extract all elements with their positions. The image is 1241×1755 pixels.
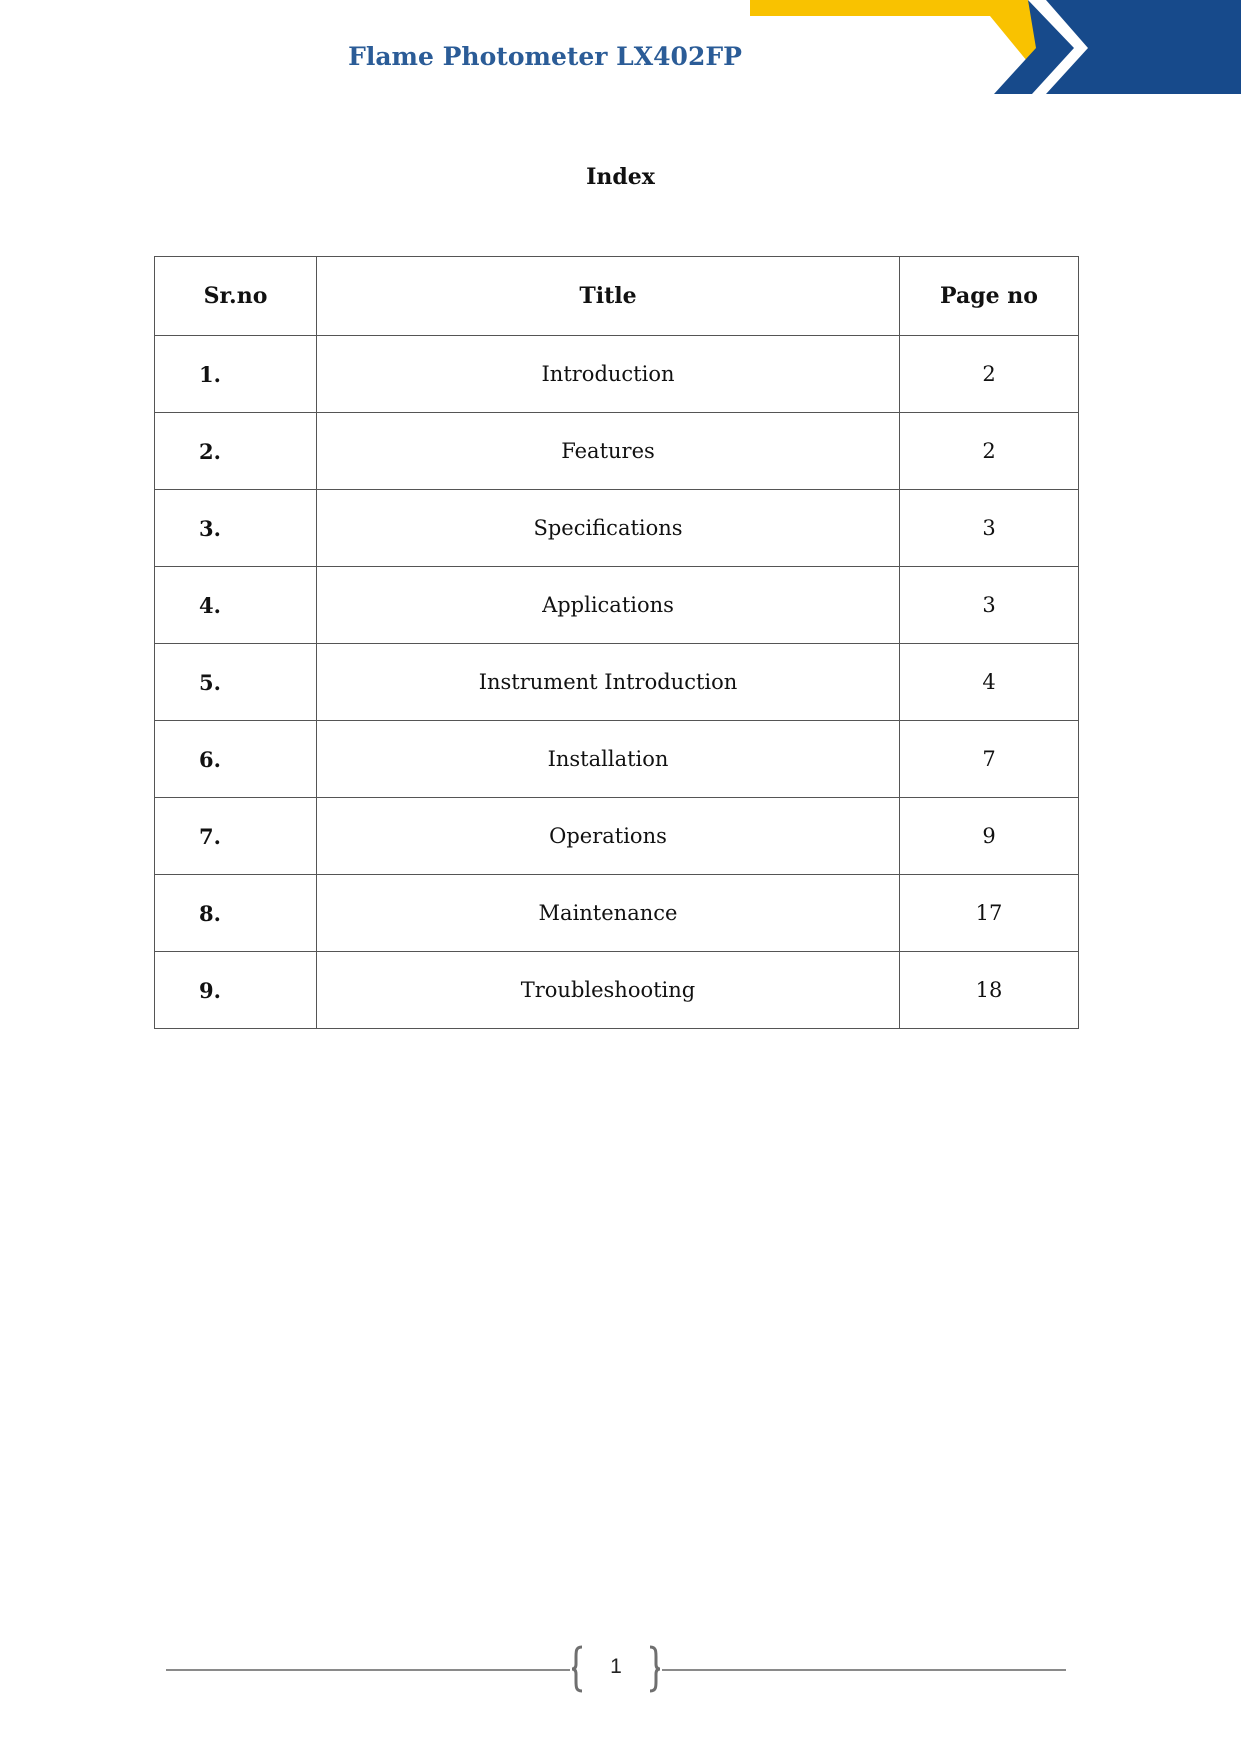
column-header-srno: Sr.no — [155, 257, 317, 336]
row-page-no: 9 — [900, 798, 1079, 875]
page-footer — [166, 1645, 1066, 1695]
right-brace-icon — [648, 1645, 662, 1693]
table-row — [155, 644, 1079, 721]
table-row — [155, 490, 1079, 567]
row-title: Specifications — [317, 490, 900, 567]
row-title: Operations — [317, 798, 900, 875]
left-brace-icon — [570, 1645, 584, 1693]
table-row — [155, 798, 1079, 875]
row-srno: 5. — [155, 644, 317, 721]
table-row — [155, 567, 1079, 644]
row-title: Installation — [317, 721, 900, 798]
table-row — [155, 413, 1079, 490]
row-page-no: 4 — [900, 644, 1079, 721]
table-row — [155, 952, 1079, 1029]
row-srno: 1. — [155, 336, 317, 413]
column-header-page-no: Page no — [900, 257, 1079, 336]
row-page-no: 17 — [900, 875, 1079, 952]
row-srno: 2. — [155, 413, 317, 490]
column-header-title: Title — [317, 257, 900, 336]
index-table — [154, 256, 1079, 1029]
row-srno: 3. — [155, 490, 317, 567]
row-title: Applications — [317, 567, 900, 644]
footer-rule-right — [662, 1669, 1066, 1671]
row-page-no: 7 — [900, 721, 1079, 798]
row-srno: 6. — [155, 721, 317, 798]
row-srno: 9. — [155, 952, 317, 1029]
row-page-no: 2 — [900, 336, 1079, 413]
row-page-no: 18 — [900, 952, 1079, 1029]
row-title: Instrument Introduction — [317, 644, 900, 721]
row-page-no: 3 — [900, 567, 1079, 644]
row-title: Maintenance — [317, 875, 900, 952]
row-page-no: 3 — [900, 490, 1079, 567]
row-title: Features — [317, 413, 900, 490]
row-title: Introduction — [317, 336, 900, 413]
page-number: 1 — [610, 1655, 622, 1678]
table-row — [155, 336, 1079, 413]
row-srno: 7. — [155, 798, 317, 875]
row-srno: 4. — [155, 567, 317, 644]
table-row — [155, 875, 1079, 952]
table-header-row — [155, 257, 1079, 336]
document-title: Flame Photometer LX402FP — [348, 42, 742, 71]
row-title: Troubleshooting — [317, 952, 900, 1029]
table-row — [155, 721, 1079, 798]
row-page-no: 2 — [900, 413, 1079, 490]
row-srno: 8. — [155, 875, 317, 952]
footer-rule-left — [166, 1669, 570, 1671]
index-heading: Index — [586, 164, 655, 190]
